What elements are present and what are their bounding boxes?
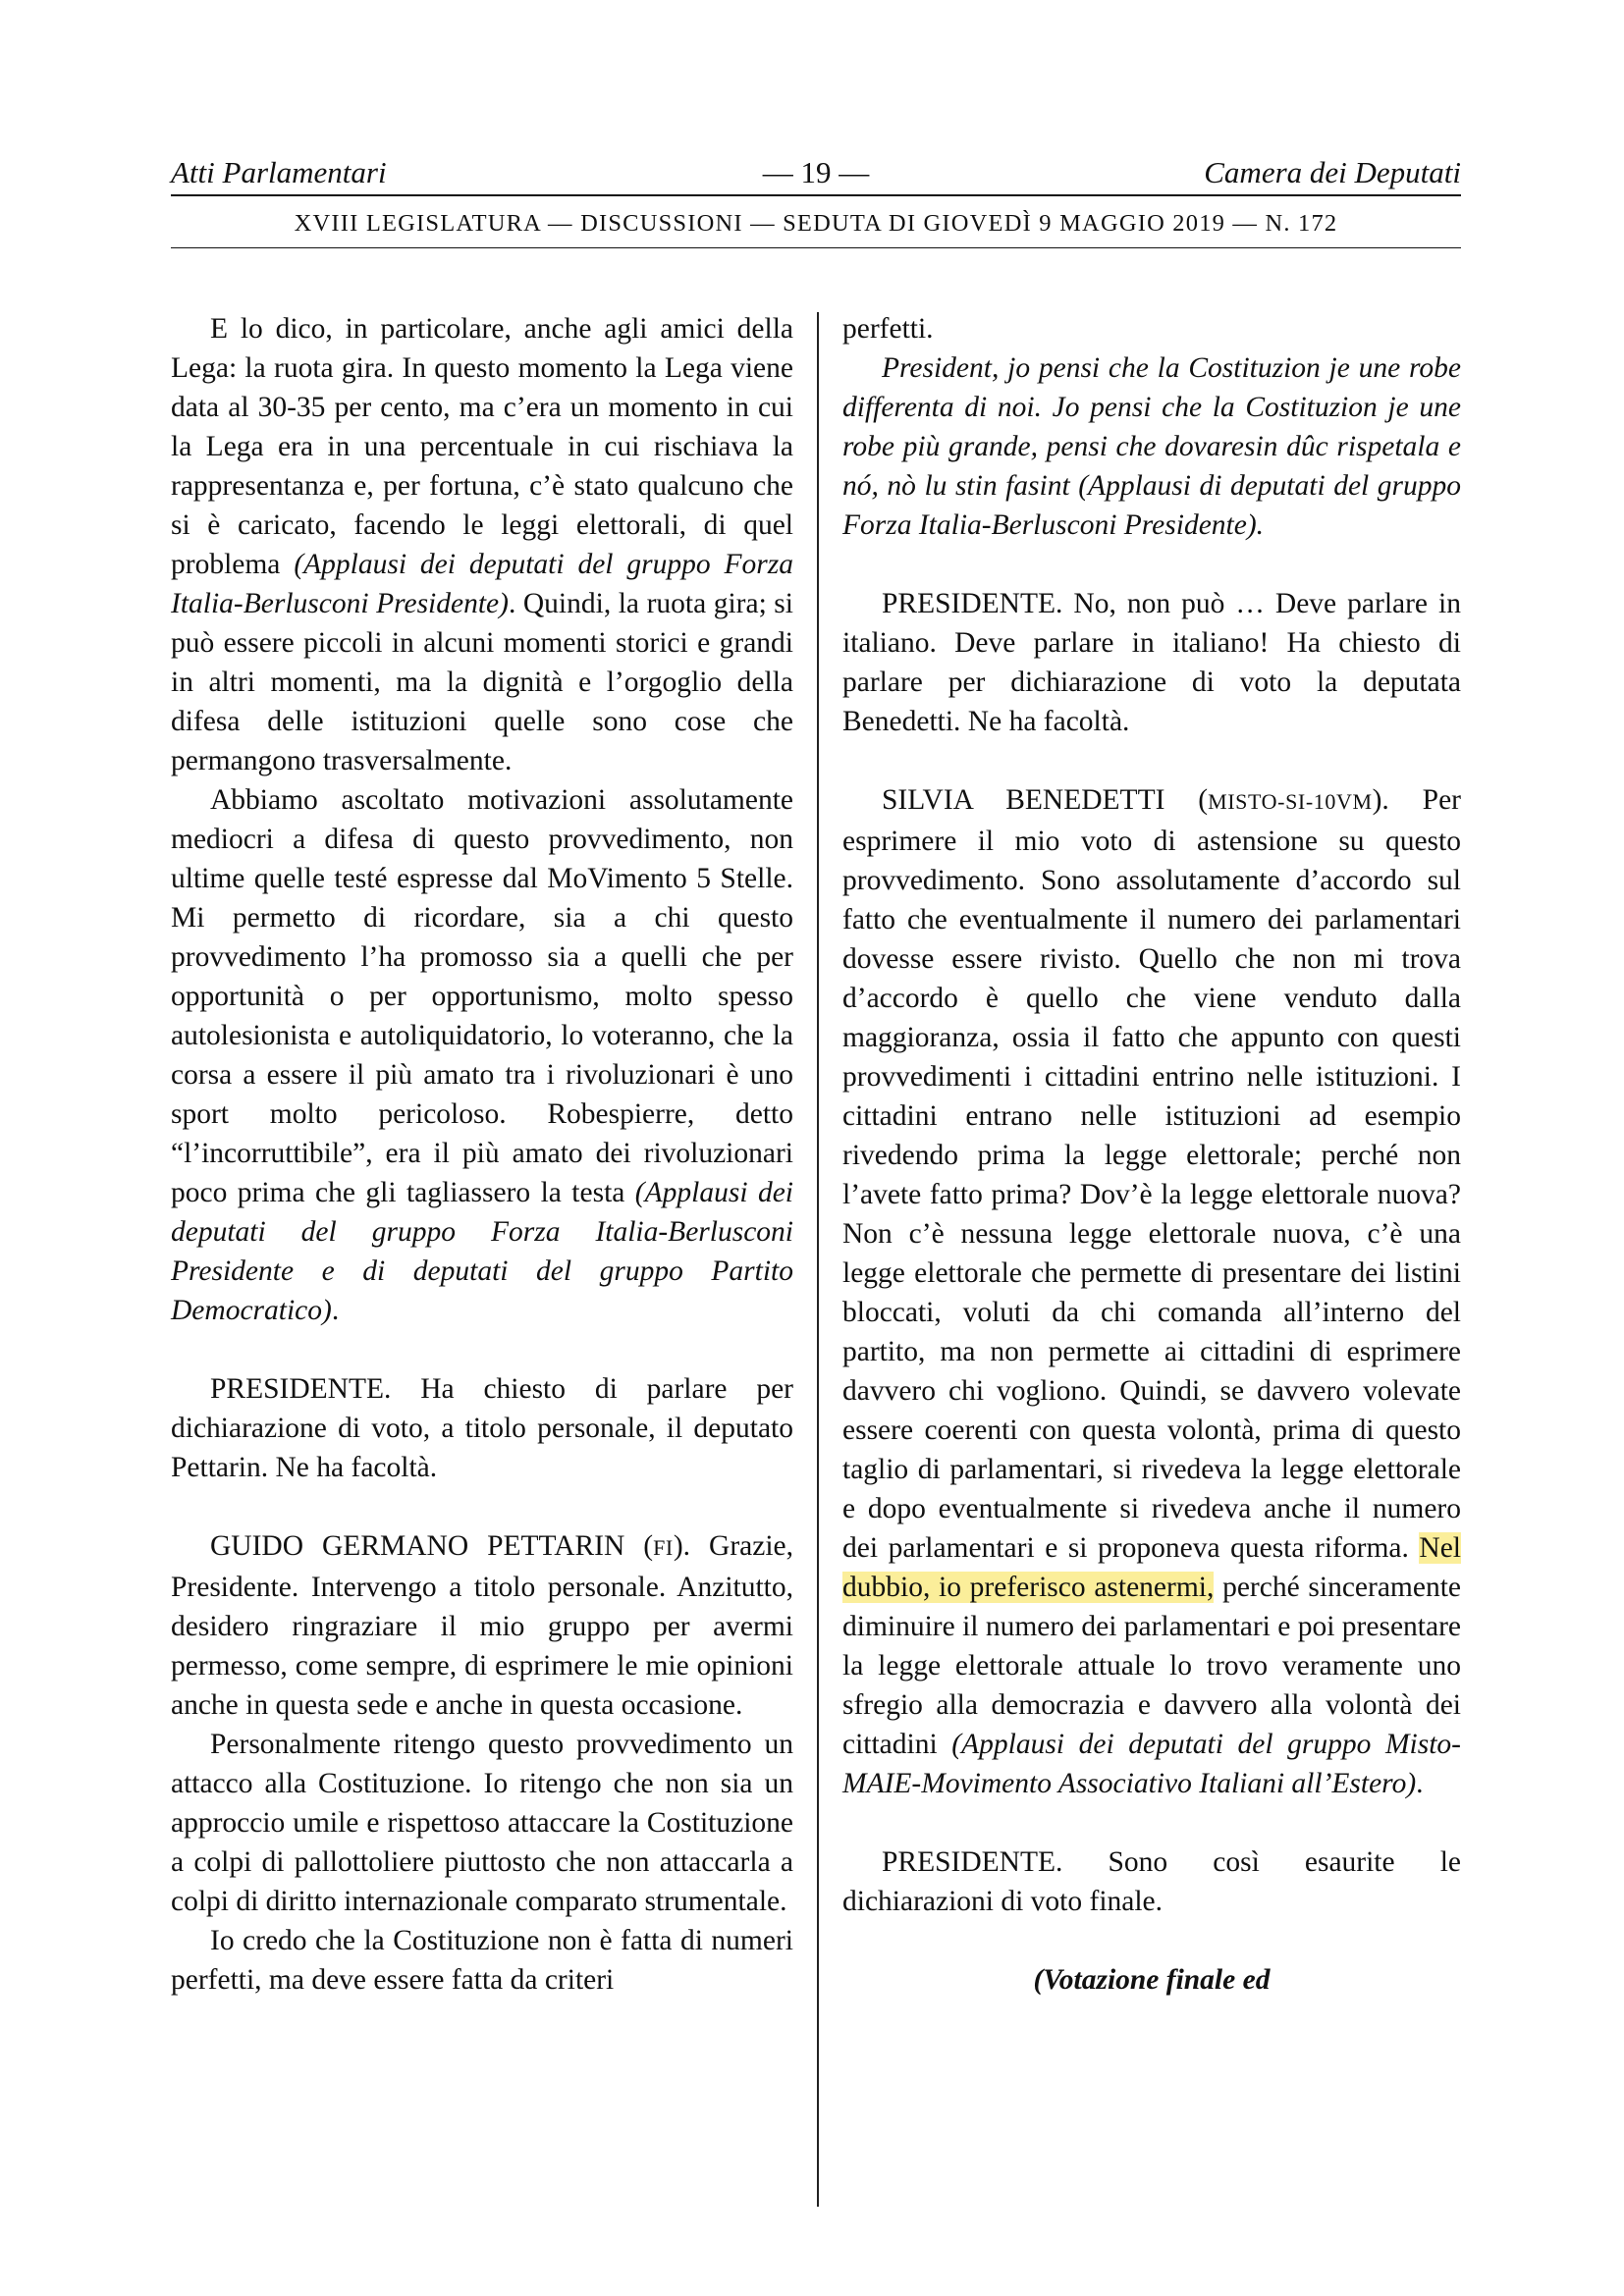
- column-divider: [817, 312, 819, 2207]
- session-subtitle: XVIII LEGISLATURA — DISCUSSIONI — SEDUTA DI GIOVEDÌ 9 MAGGIO 2019 — N. 172: [294, 210, 1338, 237]
- paragraph-text: .: [331, 1295, 340, 1326]
- paragraph-text: ). Grazie, Presidente. Intervengo a titolo personale. Anzitutto, desidero ringraziare il mio gruppo per avermi permesso, come sempre, di esprimere le mie opinioni anche in questa sede e anche in questa occasione.: [171, 1530, 793, 1721]
- speaker-name: SILVIA BENEDETTI (: [882, 784, 1209, 816]
- speaker-group: MISTO-SI-10VM: [1208, 789, 1373, 814]
- applause-note: (Applausi dei deputati del gruppo Misto-MAIE-Movimento Associativo Italiani all’Estero): [842, 1729, 1462, 1799]
- speaker-paragraph: [171, 1526, 793, 1725]
- paragraph: Io credo che la Costituzione non è fatta di numeri perfetti, ma deve essere fatta da criteri: [171, 1925, 793, 1996]
- applause-note: (Applausi dei deputati del gruppo Forza Italia-Berlusconi Presidente e di deputati del gruppo Partito Democratico): [171, 1177, 793, 1326]
- applause-note: (Applausi dei deputati del gruppo Forza Italia-Berlusconi Presidente): [171, 549, 794, 619]
- right-column: [842, 309, 1461, 2000]
- header-rule: [171, 194, 1461, 196]
- paragraph-text: E lo dico, in particolare, anche agli amici della Lega: la ruota gira. In questo momento la Lega viene data al 30-35 per cento, ma c’era un momento in cui la Lega era in una percentuale in cui rischiava la rappresentanza e, per fortuna, c’è stato qualcuno che si è caricato, facendo le leggi elettorali, di quel problema: [171, 313, 793, 580]
- section-heading: (Votazione finale ed: [1033, 1964, 1271, 1996]
- paragraph: [171, 780, 793, 1330]
- left-column: [171, 309, 793, 2000]
- page-header: [171, 153, 1461, 192]
- president-statement: PRESIDENTE. No, non può … Deve parlare in italiano. Deve parlare in italiano! Ha chiesto di parlare per dichiarazione di voto la deputata Benedetti. Ne ha facoltà.: [842, 588, 1461, 737]
- paragraph-text: . Quindi, la ruota gira; si può essere piccoli in alcuni momenti storici e grandi in altri momenti, ma la dignità e l’orgoglio della difesa delle istituzioni quelle sono cose che permangono trasversalmente.: [171, 588, 793, 776]
- header-left-title: Atti Parlamentari: [171, 155, 387, 189]
- header-right-title: Camera dei Deputati: [1204, 155, 1461, 189]
- speaker-group: FI: [653, 1535, 674, 1560]
- president-statement: PRESIDENTE. Sono così esaurite le dichiarazioni di voto finale.: [842, 1846, 1461, 1917]
- paragraph-text: ). Per esprimere il mio voto di astensione su questo provvedimento. Sono assolutamente d’accordo sul fatto che eventualmente il numero dei parlamentari dovesse essere rivisto. Quello che non mi trova d’accordo è quello che viene venduto dalla maggioranza, ossia il fatto che appunto con questi provvedimenti i cittadini entrino nelle istituzioni. I cittadini entrano nelle istituzioni ad esempio rivedendo prima la legge elettorale; perché non l’avete fatto prima? Dov’è la legge elettorale nuova? Non c’è nessuna legge elettorale nuova, c’è una legge elettorale che permette di presentare dei listini bloccati, voluti da chi comanda all’interno del partito, ma non permette ai cittadini di esprimere davvero chi vogliono. Quindi, se davvero volevate essere coerenti con questa volontà, prima di questo taglio di parlamentari, si rivedeva la legge elettorale e dopo eventualmente si rivedeva anche il numero dei parlamentari e si proponeva questa riforma.: [842, 784, 1461, 1564]
- dialect-paragraph: President, jo pensi che la Costituzion je une robe differenta di noi. Jo pensi che la Costituzion je une robe più grande, pensi che dovaresin dûc rispetala e nó, nò lu stin fasint (Applausi di deputati del gruppo Forza Italia-Berlusconi Presidente).: [842, 352, 1461, 541]
- president-statement: PRESIDENTE. Ha chiesto di parlare per dichiarazione di voto, a titolo personale, il deputato Pettarin. Ne ha facoltà.: [171, 1373, 793, 1483]
- speaker-name: GUIDO GERMANO PETTARIN (: [210, 1530, 654, 1562]
- paragraph: [171, 309, 793, 780]
- header-rule-bottom: [171, 247, 1461, 248]
- speaker-paragraph: [842, 780, 1461, 1803]
- paragraph-text: .: [1416, 1768, 1424, 1799]
- paragraph-text: perché sinceramente diminuire il numero dei parlamentari e poi presentare la legge elettorale attuale lo trovo veramente uno sfregio alla democrazia e davvero alla volontà dei cittadini: [842, 1572, 1462, 1760]
- paragraph-text: Abbiamo ascoltato motivazioni assolutamente mediocri a difesa di questo provvedimento, non ultime quelle testé espresse dal MoVimento 5 Stelle. Mi permetto di ricordare, sia a chi questo provvedimento l’ha promosso sia a quelli che per opportunità o per opportunismo, molto spesso autolesionista e autoliquidatorio, lo voteranno, che la corsa a essere il più amato tra i rivoluzionari è uno sport molto pericoloso. Robespierre, detto “l’incorruttibile”, era il più amato dei rivoluzionari poco prima che gli tagliassero la testa: [171, 784, 793, 1208]
- paragraph: Personalmente ritengo questo provvedimento un attacco alla Costituzione. Io ritengo che non sia un approccio umile e rispettoso attaccare la Costituzione a colpi di pallottoliere piuttosto che non attaccarla a colpi di diritto internazionale comparato strumentale.: [171, 1729, 793, 1917]
- highlighted-text: Nel dubbio, io preferisco astenermi,: [842, 1532, 1461, 1603]
- paragraph: perfetti.: [842, 313, 934, 345]
- page-number: — 19 —: [762, 155, 870, 189]
